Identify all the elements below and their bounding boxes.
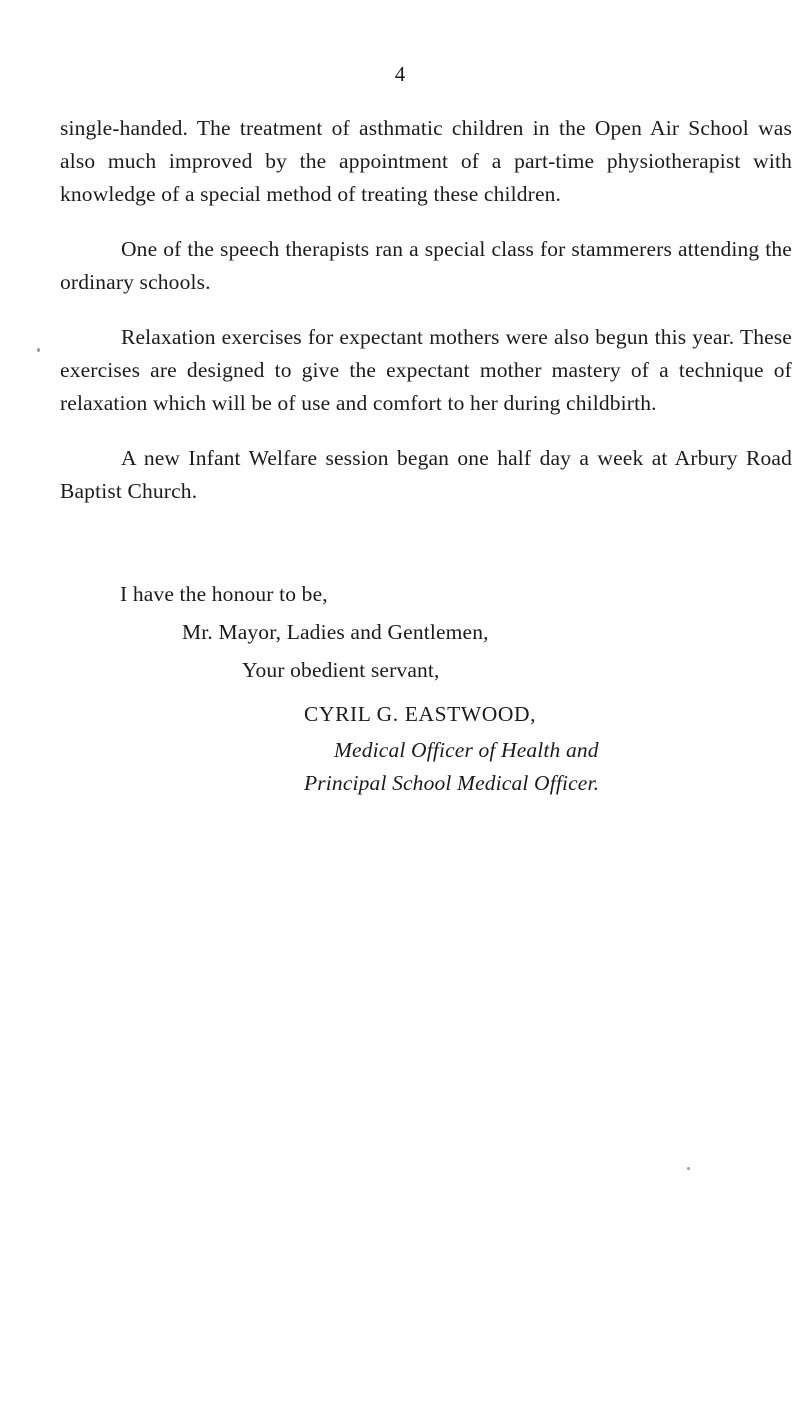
signatory-title-1: Medical Officer of Health and	[334, 738, 599, 762]
signatory-title-2: Principal School Medical Officer.	[304, 771, 600, 795]
scan-speck	[37, 348, 40, 352]
closing-line-servant: Your obedient servant,	[242, 658, 440, 682]
signatory-name: CYRIL G. EASTWOOD,	[304, 702, 537, 726]
paragraph-infant-welfare: A new Infant Welfare session began one half day a week at Arbury Road Baptist Church.	[60, 446, 792, 503]
page-number: 4	[394, 62, 406, 86]
paragraph-relaxation-exercises: Relaxation exercises for expectant mothers were also begun this year. These exercises are designed to give the expectant mother mastery of a technique of relaxation which will be of use and comfort to her during childbirth.	[60, 325, 792, 415]
body-text	[60, 112, 792, 530]
closing-line-salutation: Mr. Mayor, Ladies and Gentlemen,	[182, 620, 489, 644]
paragraph-speech-therapy: One of the speech therapists ran a special class for stammerers attending the ordinary schools.	[60, 237, 792, 294]
paragraph-continuation: single-handed. The treatment of asthmatic children in the Open Air School was also much improved by the appointment of a part-time physiotherapist with knowledge of a special method of treating these children.	[60, 116, 792, 206]
scan-speck	[687, 1167, 690, 1170]
closing-line-honour: I have the honour to be,	[120, 582, 328, 606]
